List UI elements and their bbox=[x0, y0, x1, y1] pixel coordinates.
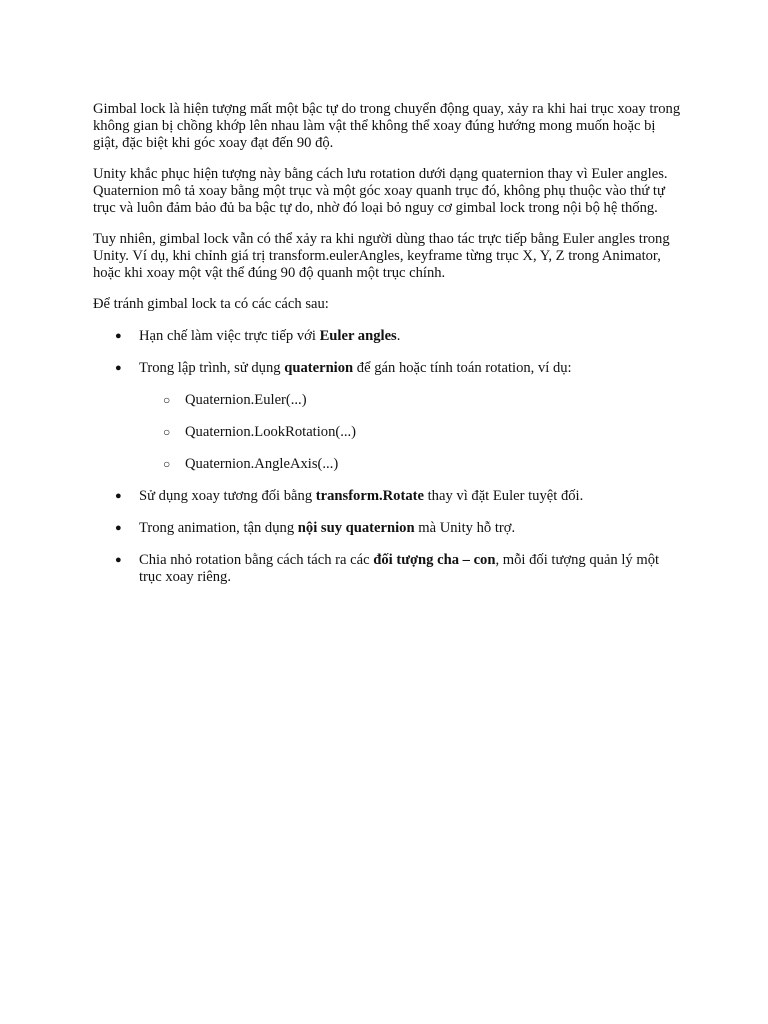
list-item bbox=[93, 552, 683, 586]
sublist-item-text: Quaternion.Euler(...) bbox=[185, 392, 307, 408]
circle-bullet-icon: ○ bbox=[163, 425, 171, 439]
euler-angles-paragraph: Tuy nhiên, gimbal lock vẫn có thể xảy ra khi người dùng thao tác trực tiếp bằng Euler angles trong Unity. Ví dụ, khi chỉnh giá trị transform.eulerAngles, keyframe từng trục X, Y, Z trong Animator, hoặc khi xoay một vật thể đúng 90 độ quanh một trục chính. bbox=[93, 231, 670, 281]
sublist-item bbox=[139, 456, 683, 473]
list-item-text: Sử dụng xoay tương đối bằng transform.Rotate thay vì đặt Euler tuyệt đối. bbox=[139, 488, 584, 504]
list-item bbox=[93, 520, 683, 537]
solutions-list bbox=[93, 328, 683, 586]
list-item bbox=[93, 488, 683, 505]
sublist-item bbox=[139, 424, 683, 441]
bullet-icon: ● bbox=[115, 330, 122, 342]
bullet-icon: ● bbox=[115, 362, 122, 374]
intro-paragraph: Gimbal lock là hiện tượng mất một bậc tự do trong chuyển động quay, xảy ra khi hai trục xoay trong không gian bị chồng khớp lên nhau làm vật thể không thể xoay đúng hướng mong muốn hoặc bị giật, đặc biệt khi góc xoay đạt đến 90 độ. bbox=[93, 101, 681, 151]
bullet-icon: ● bbox=[115, 490, 122, 502]
bullet-icon: ● bbox=[115, 554, 122, 566]
list-item-text: Trong animation, tận dụng nội suy quaternion mà Unity hỗ trợ. bbox=[139, 520, 516, 536]
circle-bullet-icon: ○ bbox=[163, 393, 171, 407]
list-item bbox=[93, 328, 683, 345]
list-item-text: Trong lập trình, sử dụng quaternion để gán hoặc tính toán rotation, ví dụ: bbox=[139, 360, 572, 376]
bullet-icon: ● bbox=[115, 522, 122, 534]
sublist-item bbox=[139, 392, 683, 409]
unity-quaternion-paragraph: Unity khắc phục hiện tượng này bằng cách lưu rotation dưới dạng quaternion thay vì Euler angles. Quaternion mô tả xoay bằng một trục và một góc xoay quanh trục đó, không phụ thuộc vào thứ tự trục và luôn đảm bảo đủ ba bậc tự do, nhờ đó loại bỏ nguy cơ gimbal lock trong nội bộ hệ thống. bbox=[93, 166, 668, 216]
sublist-item-text: Quaternion.AngleAxis(...) bbox=[185, 456, 339, 472]
list-item bbox=[93, 360, 683, 473]
sublist-item-text: Quaternion.LookRotation(...) bbox=[185, 424, 357, 440]
list-item-text: Hạn chế làm việc trực tiếp với Euler angles. bbox=[139, 328, 401, 344]
circle-bullet-icon: ○ bbox=[163, 457, 171, 471]
solutions-heading-paragraph: Để tránh gimbal lock ta có các cách sau: bbox=[93, 296, 329, 312]
list-item-text: Chia nhỏ rotation bằng cách tách ra các đối tượng cha – con, mỗi đối tượng quản lý một trục xoay riêng. bbox=[139, 552, 660, 585]
quaternion-methods-sublist bbox=[139, 392, 683, 473]
document-page bbox=[93, 101, 683, 601]
